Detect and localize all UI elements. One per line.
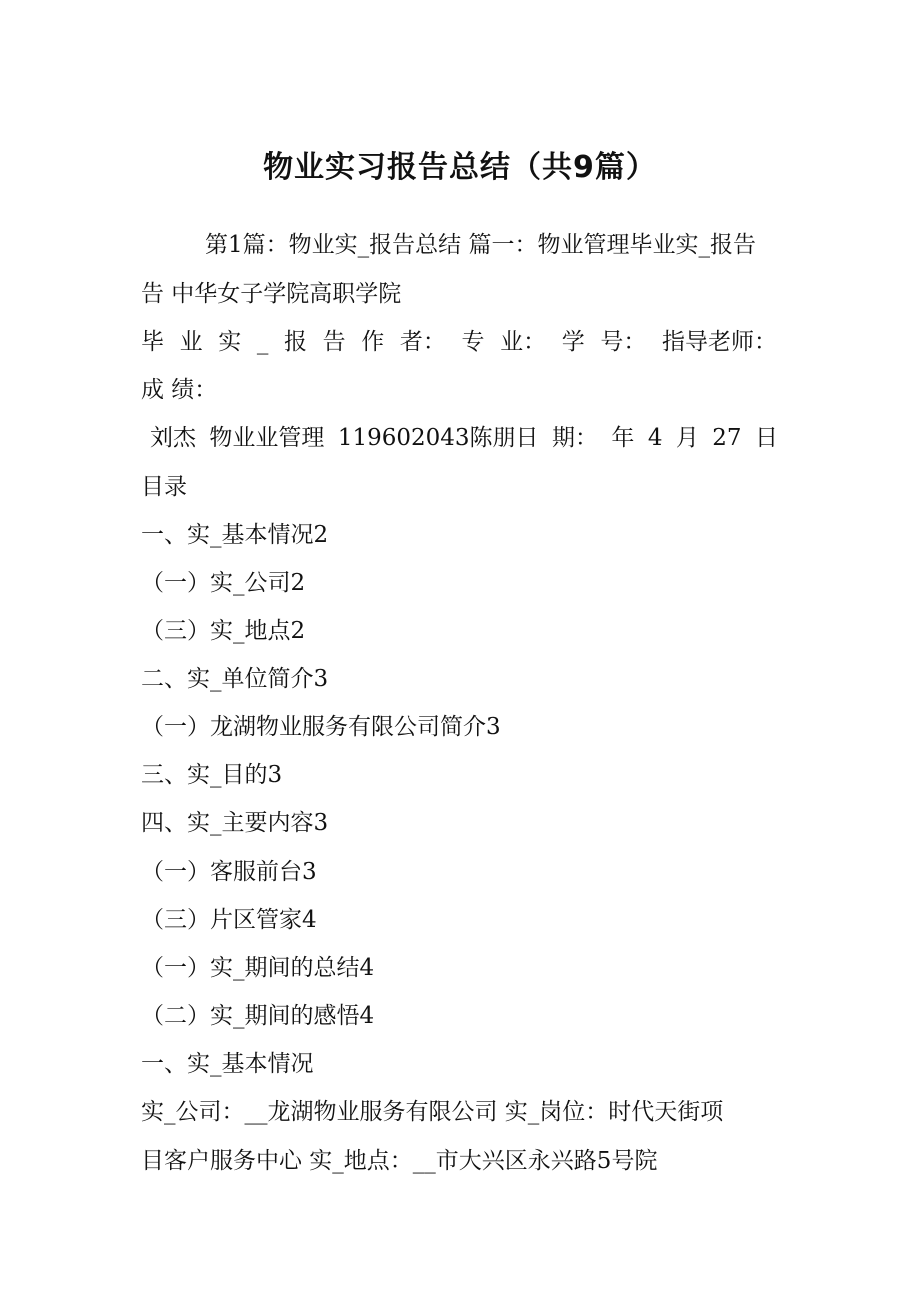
toc-item: 二、实_单位简介3 [141,666,329,692]
text-fragment: 月 [675,425,699,451]
toc-item: （三）实_地点2 [141,618,306,644]
text-fragment: 专 [461,329,485,355]
paragraph-line: 告 中华女子学院高职学院 [141,281,402,307]
toc-item: 四、实_主要内容3 [141,810,329,836]
text-fragment: 业 [179,329,203,355]
text-fragment: 4 [647,425,663,451]
section-heading: 一、实_基本情况 [141,1051,314,1077]
text-fragment: 日 [755,425,778,451]
toc-item: （一）客服前台3 [141,859,317,885]
text-fragment: 业： [500,329,547,355]
text-fragment: 年 [611,425,635,451]
toc-item: 一、实_基本情况2 [141,522,329,548]
toc-item: （一）龙湖物业服务有限公司简介3 [141,714,501,740]
text-fragment: 报 [284,329,307,355]
document-title: 物业实习报告总结（共9篇） [263,150,657,185]
toc-item: （一）实_公司2 [141,570,306,596]
text-fragment: 期： [551,425,598,451]
text-fragment: 刘杰 [150,425,196,451]
text-fragment: 者： [399,329,446,355]
paragraph-line: 目客户服务中心 实_地点：__市大兴区永兴路5号院 [141,1148,658,1174]
text-fragment: _ [256,329,269,355]
author-info-line [141,327,777,357]
text-fragment: 27 [712,425,742,451]
text-fragment: 指导老师： [662,329,777,355]
toc-item: （一）实_期间的总结4 [141,955,375,981]
paragraph-line: 成 绩： [141,377,218,403]
toc-item: （二）实_期间的感悟4 [141,1003,375,1029]
text-fragment: 作 [361,329,385,355]
text-fragment: 实 [218,329,242,355]
toc-item: 三、实_目的3 [141,762,283,788]
text-fragment: 物业业管理 [209,425,325,451]
text-fragment: 号： [600,329,647,355]
author-values-line [150,423,778,453]
toc-item: （三）片区管家4 [141,907,317,933]
paragraph-line: 实_公司：__龙湖物业服务有限公司 实_岗位：时代天街项 [141,1099,724,1125]
toc-heading: 目录 [141,474,187,500]
text-fragment: 毕 [141,329,164,355]
text-fragment: 学 [561,329,585,355]
text-fragment: 119602043陈朋日 [337,425,539,451]
text-fragment: 告 [322,329,346,355]
paragraph-line: 第1篇：物业实_报告总结 篇一：物业管理毕业实_报告 [205,232,756,258]
